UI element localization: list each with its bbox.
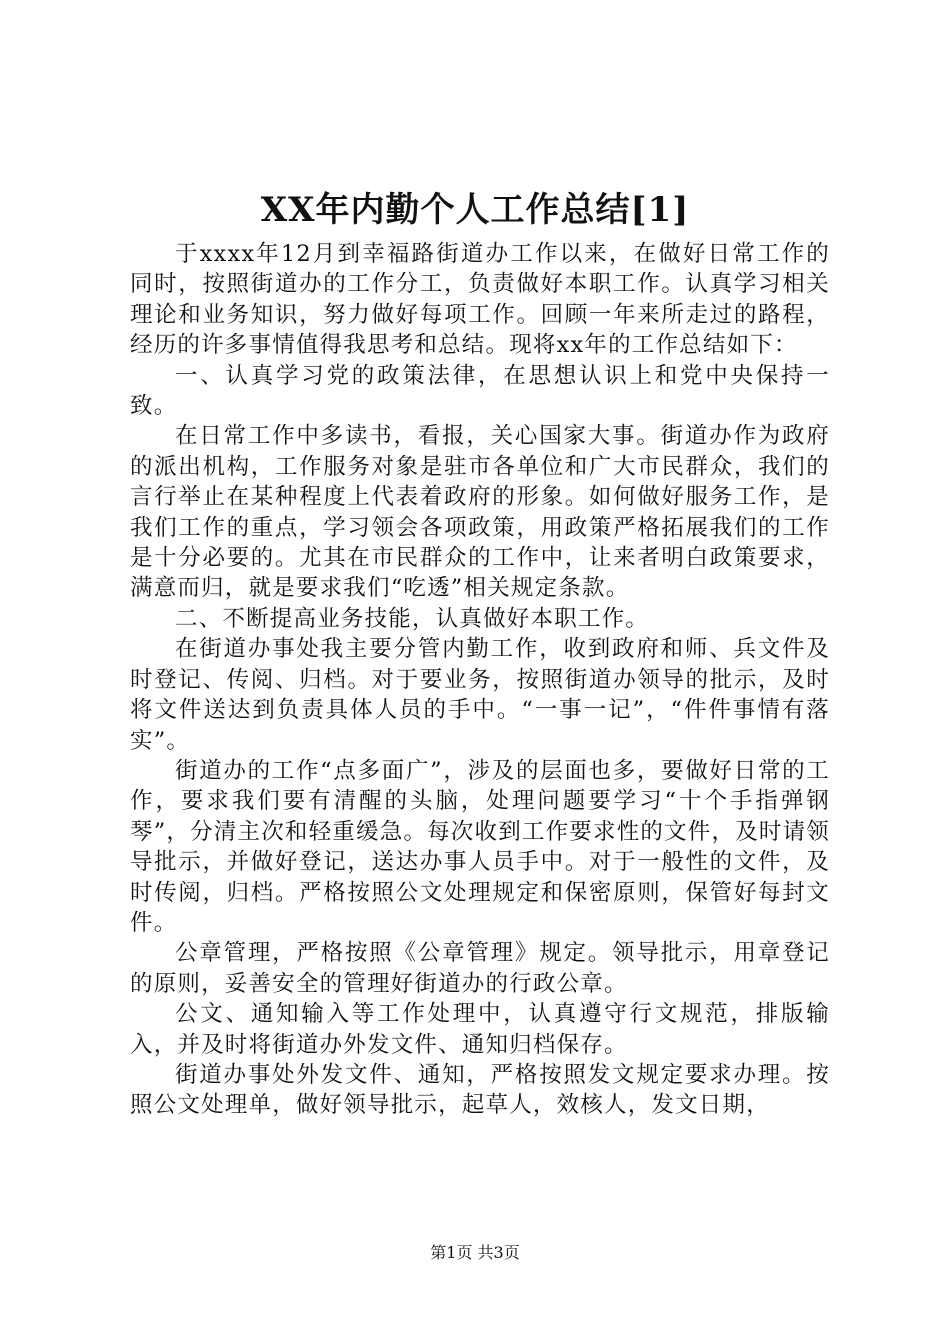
paragraph: 公章管理，严格按照《公章管理》规定。领导批示，用章登记的原则，妥善安全的管理好街道办的行政公章。 <box>130 940 830 997</box>
paragraph: 在日常工作中多读书，看报，关心国家大事。街道办作为政府的派出机构，工作服务对象是驻市各单位和广大市民群众，我们的言行举止在某种程度上代表着政府的形象。如何做好服务工作，是我们工作的重点，学习领会各项政策，用政策严格拓展我们的工作是十分必要的。尤其在市民群众的工作中，让来者明白政策要求，满意而归，就是要求我们“吃透”相关规定条款。 <box>130 423 830 602</box>
section-heading: 二、不断提高业务技能，认真做好本职工作。 <box>175 605 650 632</box>
paragraph: 街道办事处外发文件、通知，严格按照发文规定要求办理。按照公文处理单，做好领导批示，起草人，效核人，发文日期， <box>130 1061 830 1119</box>
paragraph: 街道办的工作“点多面广”，涉及的层面也多，要做好日常的工作，要求我们要有清醒的头脑，处理问题要学习“十个手指弹钢琴”，分清主次和轻重缓急。每次收到工作要求性的文件，及时请领导批示，并做好登记，送达办事人员手中。对于一般性的文件，及时传阅，归档。严格按照公文处理规定和保密原则，保管好每封文件。 <box>130 757 831 936</box>
document-title: XX年内勤个人工作总结[1] <box>260 190 690 230</box>
paragraph: 公文、通知输入等工作处理中，认真遵守行文规范，排版输入，并及时将街道办外发文件、通知归档保存。 <box>130 1001 830 1058</box>
section-heading: 一、认真学习党的政策法律，在思想认识上和党中央保持一致。 <box>130 362 830 420</box>
paragraph: 于xxxx年12月到幸福路街道办工作以来，在做好日常工作的同时，按照街道办的工作分工，负责做好本职工作。认真学习相关理论和业务知识，努力做好每项工作。回顾一年来所走过的路程，经历的许多事情值得我思考和总结。现将xx年的工作总结如下： <box>130 241 830 359</box>
document-body <box>130 239 830 1121</box>
paragraph: 在街道办事处我主要分管内勤工作，收到政府和师、兵文件及时登记、传阅、归档。对于要业务，按照街道办领导的批示，及时将文件送达到负责具体人员的手中。“一事一记”，“件件事情有落实”。 <box>130 636 830 754</box>
page-number-footer: 第1页 共3页 <box>430 1243 520 1262</box>
